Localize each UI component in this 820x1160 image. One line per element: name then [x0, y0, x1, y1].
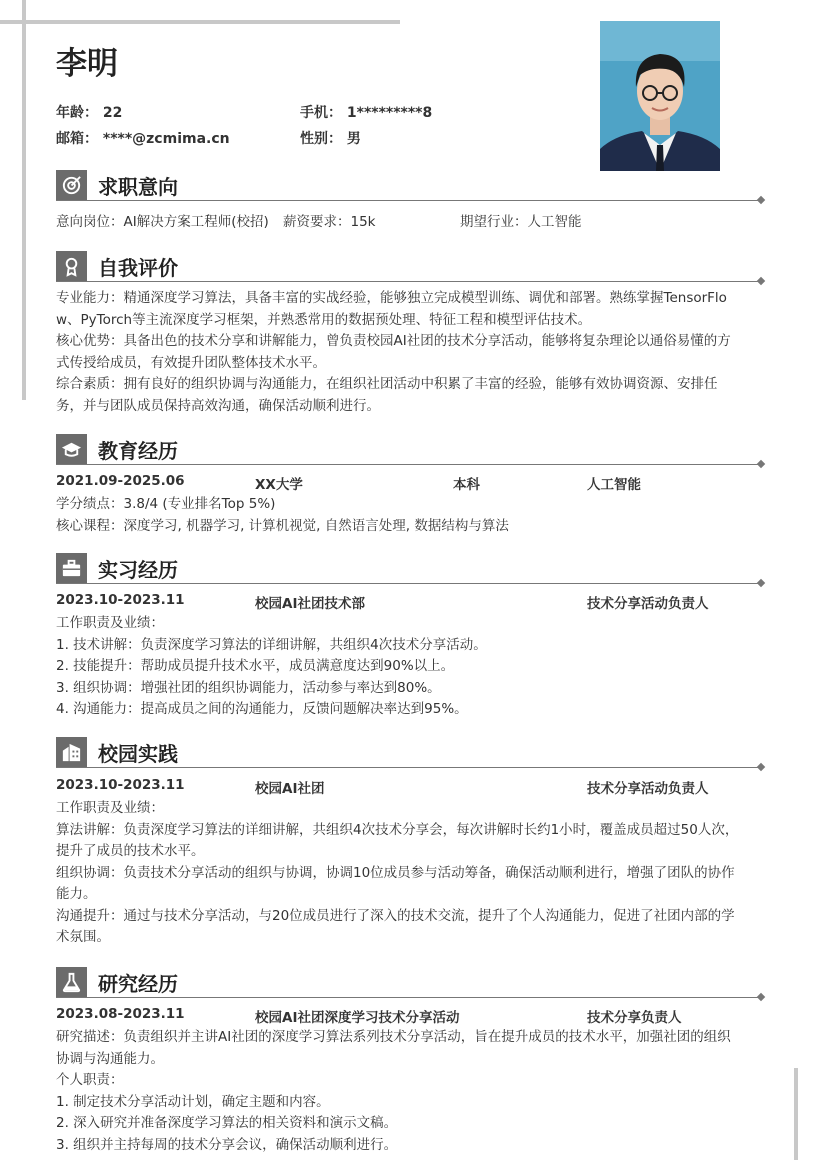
- section-title: 教育经历: [98, 439, 178, 463]
- education-text: [56, 494, 766, 537]
- target-icon: [56, 170, 87, 201]
- text-line: 3. 组织协调：增强社团的组织协调能力，活动参与率达到80%。: [56, 679, 441, 696]
- text-line: 工作职责及业绩：: [56, 800, 164, 816]
- text-line: 专业能力：精通深度学习算法，具备丰富的实战经验，能够独立完成模型训练、调优和部署。熟练掌握TensorFlo: [56, 290, 727, 306]
- research-text: [56, 1027, 766, 1156]
- text-line: w、PyTorch等主流深度学习框架，并熟悉常用的数据预处理、特征工程和模型评估技术。: [56, 311, 592, 328]
- intern-period: 2023.10-2023.11: [56, 592, 185, 608]
- intern-role: 技术分享活动负责人: [587, 596, 709, 612]
- section-title: 求职意向: [98, 175, 178, 199]
- section-title: 校园实践: [98, 742, 178, 766]
- section-divider-diamond: [757, 579, 765, 587]
- campus-text: [56, 798, 766, 949]
- section-divider-diamond: [757, 993, 765, 1001]
- text-line: 个人职责：: [56, 1072, 124, 1088]
- edu-period: 2021.09-2025.06: [56, 473, 185, 489]
- edu-school: XX大学: [255, 477, 303, 493]
- intent-position: 意向岗位：AI解决方案工程师(校招): [56, 214, 269, 230]
- phone-field: 手机： 1*********8: [300, 105, 433, 121]
- section-internship: [56, 553, 766, 585]
- building-icon: [56, 737, 87, 768]
- text-line: 核心优势：具备出色的技术分享和讲解能力，曾负责校园AI社团的技术分享活动，能够将复杂理论以通俗易懂的方: [56, 333, 731, 349]
- section-divider: [56, 281, 760, 282]
- text-line: 2. 技能提升：帮助成员提升技术水平，成员满意度达到90%以上。: [56, 658, 455, 674]
- text-line: 组织协调：负责技术分享活动的组织与协调，协调10位成员参与活动筹备，确保活动顺利进行，增强了团队的协作: [56, 864, 735, 881]
- research-role: 技术分享负责人: [587, 1010, 682, 1026]
- age-field: 年龄： 22: [56, 105, 123, 121]
- decor-right-bar: [794, 1068, 798, 1160]
- text-line: 工作职责及业绩：: [56, 615, 164, 631]
- text-line: 提升了成员的技术水平。: [56, 843, 205, 859]
- section-divider: [56, 997, 760, 998]
- section-title: 研究经历: [98, 972, 178, 996]
- section-divider: [56, 464, 760, 465]
- text-line: 式传授给成员，有效提升团队整体技术水平。: [56, 354, 326, 371]
- section-job-intent: [56, 170, 766, 202]
- edu-major: 人工智能: [587, 477, 641, 493]
- campus-org: 校园AI社团: [255, 781, 325, 797]
- text-line: 务，并与团队成员保持高效沟通，确保活动顺利进行。: [56, 397, 380, 414]
- section-divider-diamond: [757, 196, 765, 204]
- campus-role: 技术分享活动负责人: [587, 781, 709, 797]
- intern-org: 校园AI社团技术部: [255, 596, 365, 612]
- text-line: 1. 制定技术分享活动计划，确定主题和内容。: [56, 1093, 330, 1110]
- section-divider: [56, 200, 760, 201]
- text-line: 2. 深入研究并准备深度学习算法的相关资料和演示文稿。: [56, 1115, 398, 1131]
- text-line: 核心课程：深度学习, 机器学习, 计算机视觉, 自然语言处理, 数据结构与算法: [56, 517, 509, 534]
- intent-industry: 期望行业：人工智能: [460, 214, 582, 230]
- award-icon: [56, 251, 87, 282]
- briefcase-icon: [56, 553, 87, 584]
- section-divider-diamond: [757, 277, 765, 285]
- campus-period: 2023.10-2023.11: [56, 777, 185, 793]
- section-title: 自我评价: [98, 256, 178, 280]
- gender-field: 性别： 男: [300, 131, 361, 147]
- section-divider-diamond: [757, 460, 765, 468]
- text-line: 4. 沟通能力：提高成员之间的沟通能力，反馈问题解决率达到95%。: [56, 701, 468, 717]
- section-self-eval: [56, 251, 766, 283]
- graduation-cap-icon: [56, 434, 87, 465]
- text-line: 研究描述：负责组织并主讲AI社团的深度学习算法系列技术分享活动，旨在提升成员的技术水平，加强社团的组织: [56, 1029, 731, 1045]
- research-period: 2023.08-2023.11: [56, 1006, 185, 1022]
- section-education: [56, 434, 766, 466]
- decor-left-bar: [22, 0, 26, 400]
- text-line: 学分绩点：3.8/4 (专业排名Top 5%): [56, 496, 276, 512]
- text-line: 能力。: [56, 886, 97, 902]
- decor-top-bar: [0, 20, 400, 24]
- section-research: [56, 967, 766, 999]
- text-line: 算法讲解：负责深度学习算法的详细讲解，共组织4次技术分享会，每次讲解时长约1小时，覆盖成员超过50人次，: [56, 821, 739, 838]
- section-divider-diamond: [757, 763, 765, 771]
- text-line: 协调与沟通能力。: [56, 1050, 164, 1067]
- research-project: 校园AI社团深度学习技术分享活动: [255, 1010, 460, 1026]
- internship-text: [56, 613, 766, 721]
- edu-degree: 本科: [453, 477, 480, 493]
- flask-icon: [56, 967, 87, 998]
- text-line: 1. 技术讲解：负责深度学习算法的详细讲解，共组织4次技术分享活动。: [56, 636, 487, 653]
- text-line: 综合素质：拥有良好的组织协调与沟通能力，在组织社团活动中积累了丰富的经验，能够有效协调资源、安排任: [56, 376, 718, 392]
- email-field: 邮箱： ****@zcmima.cn: [56, 131, 230, 147]
- section-campus: [56, 737, 766, 769]
- self-eval-text: [56, 288, 766, 417]
- intent-salary: 薪资要求：15k: [283, 214, 376, 230]
- section-divider: [56, 583, 760, 584]
- section-divider: [56, 767, 760, 768]
- text-line: 3. 组织并主持每周的技术分享会议，确保活动顺利进行。: [56, 1136, 398, 1153]
- text-line: 术氛围。: [56, 929, 110, 945]
- candidate-name: 李明: [56, 46, 118, 82]
- section-title: 实习经历: [98, 558, 178, 582]
- text-line: 沟通提升：通过与技术分享活动，与20位成员进行了深入的技术交流，提升了个人沟通能力，促进了社团内部的学: [56, 907, 735, 924]
- profile-photo: [600, 21, 720, 171]
